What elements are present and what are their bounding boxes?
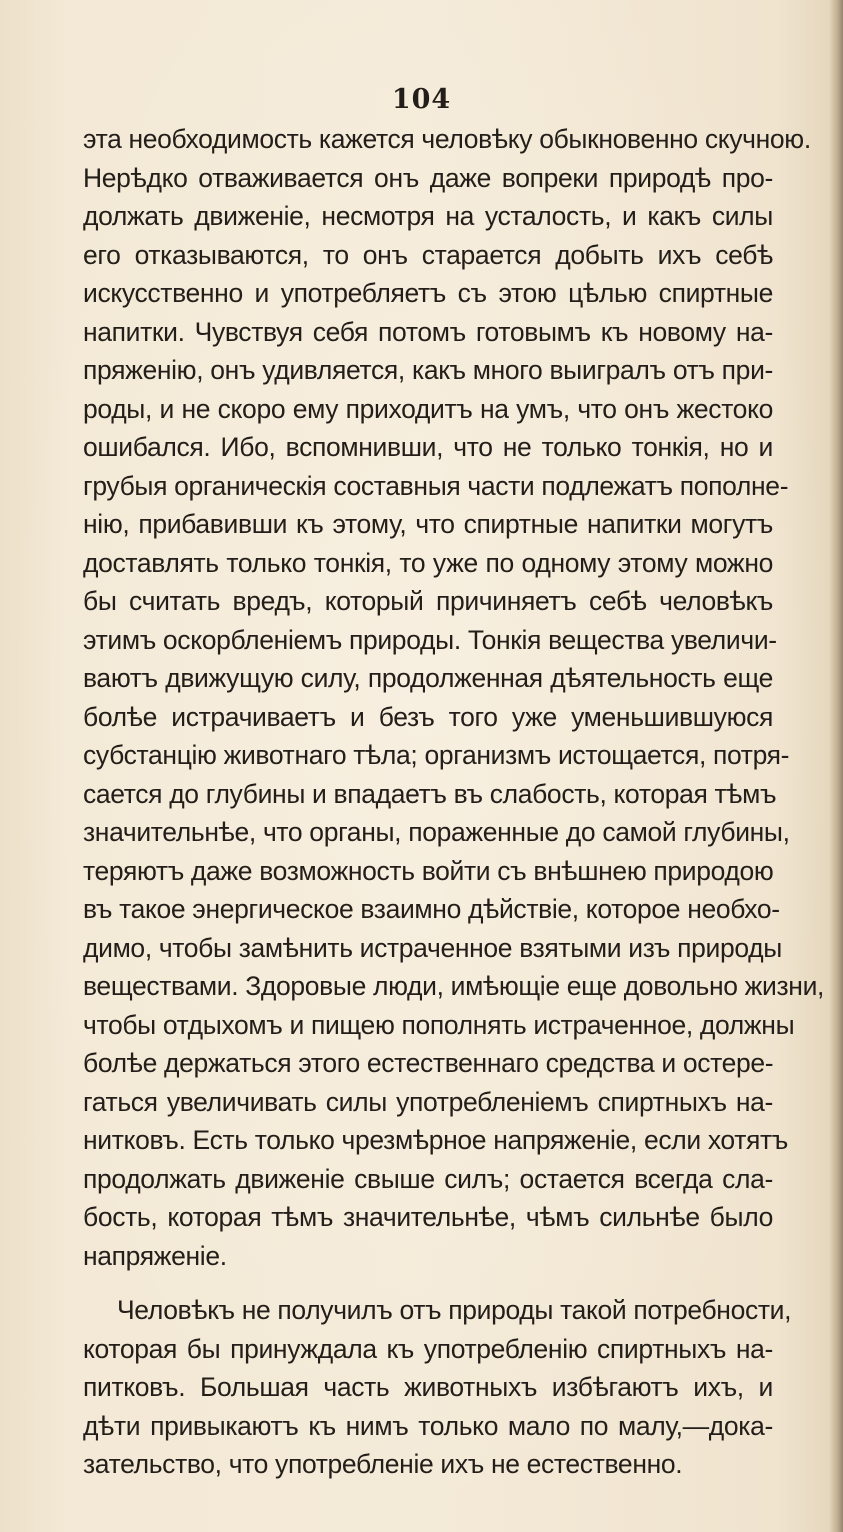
text-line: теряютъ даже возможность войти съ внѣшнею природою: [83, 855, 774, 886]
text-line: эта необходимость кажется человѣку обыкновенно скучною.: [83, 124, 811, 154]
text-line: доставлять только тонкія, то уже по одному этому можно: [83, 547, 773, 578]
text-line: Нерѣдко отваживается онъ даже вопреки природѣ про-: [83, 162, 773, 193]
paragraphs-container: [83, 120, 825, 1484]
text-line: напряженіе.: [83, 1240, 227, 1271]
body-text: [83, 120, 825, 1484]
text-line: чтобы отдыхомъ и пищею пополнять истраченное, должны: [83, 1009, 795, 1040]
text-line: нію, прибавивши къ этому, что спиртные напитки могутъ: [83, 509, 773, 539]
text-line: гаться увеличивать силы употребленіемъ спиртныхъ на-: [83, 1086, 773, 1117]
text-line: дѣти привыкаютъ къ нимъ только мало по малу,—дока-: [83, 1410, 773, 1441]
text-line: ваютъ движущую силу, продолженная дѣятельность еще: [83, 663, 773, 693]
text-line: болѣе держаться этого естественнаго средства и остере-: [83, 1048, 774, 1078]
paragraph-gap: [83, 1275, 773, 1291]
text-line: пряженію, онъ удивляется, какъ много выигралъ отъ при-: [83, 355, 773, 385]
text-line: роды, и не скоро ему приходитъ на умъ, что онъ жестоко: [83, 393, 773, 424]
text-line: бы считать вредъ, который причиняетъ себѣ человѣкъ: [83, 586, 773, 616]
text-line: зательство, что употребленіе ихъ не естественно.: [83, 1449, 683, 1479]
text-line: грубыя органическія составныя части подлежатъ пополне-: [83, 470, 789, 501]
page-edge-shadow: [829, 0, 843, 1532]
text-line: субстанцію животнаго тѣла; организмъ истощается, потря-: [83, 740, 790, 770]
paragraph: [83, 120, 825, 1275]
text-line: въ такое энергическое взаимно дѣйствіе, которое необхо-: [83, 894, 780, 924]
text-line: должать движеніе, несмотря на усталость, и какъ силы: [83, 201, 773, 231]
text-line: питковъ. Большая часть животныхъ избѣгаютъ ихъ, и: [83, 1372, 773, 1402]
text-line: его отказываются, то онъ старается добыть ихъ себѣ: [83, 239, 773, 270]
text-line: болѣе истрачиваетъ и безъ того уже уменьшившуюся: [83, 701, 773, 732]
text-line: искусственно и употребляетъ съ этою цѣлью спиртные: [83, 278, 773, 308]
text-line: веществами. Здоровые люди, имѣющіе еще довольно жизни,: [83, 971, 825, 1001]
page-number: 104: [391, 84, 452, 115]
text-line: Человѣкъ не получилъ отъ природы такой потребности,: [117, 1295, 792, 1325]
text-line: димо, чтобы замѣнить истраченное взятыми изъ природы: [83, 932, 782, 963]
text-line: значительнѣе, что органы, пораженные до самой глубины,: [83, 817, 790, 847]
text-line: напитки. Чувствуя себя потомъ готовымъ къ новому на-: [83, 316, 773, 347]
text-line: которая бы принуждала къ употребленію спиртныхъ на-: [83, 1333, 773, 1364]
text-line: бость, которая тѣмъ значительнѣе, чѣмъ сильнѣе было: [83, 1202, 773, 1232]
paragraph: [83, 1291, 792, 1484]
text-line: сается до глубины и впадаетъ въ слабость, которая тѣмъ: [83, 778, 777, 809]
text-line: этимъ оскорбленіемъ природы. Тонкія вещества увеличи-: [83, 624, 777, 655]
text-line: нитковъ. Есть только чрезмѣрное напряженіе, если хотятъ: [83, 1125, 789, 1155]
text-line: продолжать движеніе свыше силъ; остается всегда сла-: [83, 1163, 773, 1194]
text-line: ошибался. Ибо, вспомнивши, что не только тонкія, но и: [83, 432, 773, 462]
